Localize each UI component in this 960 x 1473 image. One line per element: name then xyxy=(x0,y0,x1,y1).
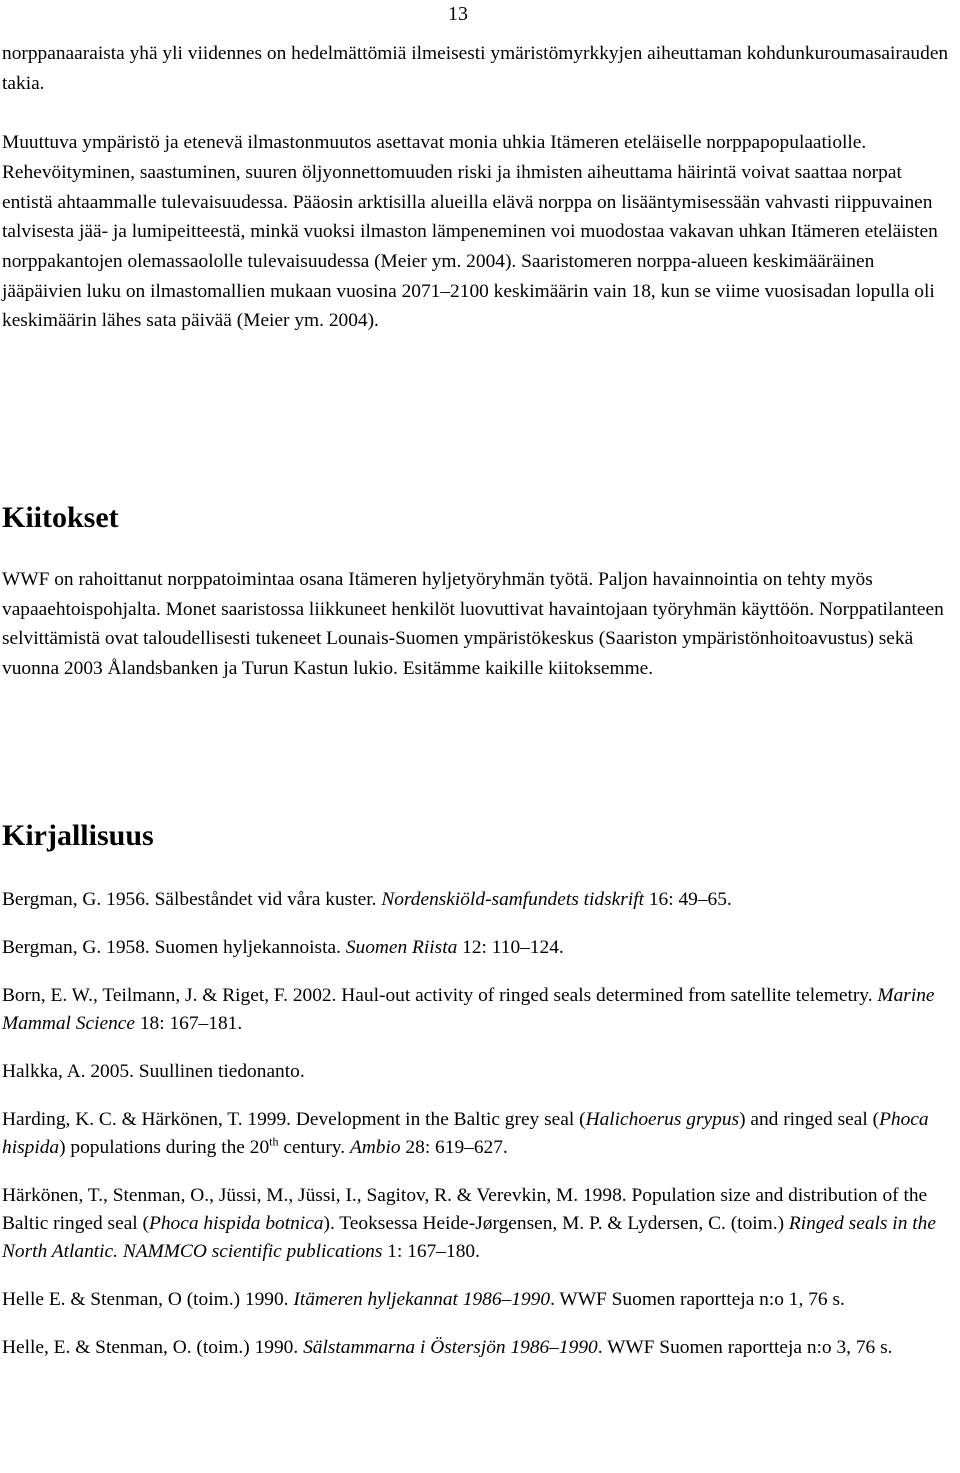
acknowledgements-heading: Kiitokset xyxy=(2,501,119,534)
reference-item: Bergman, G. 1958. Suomen hyljekannoista. Suomen Riista 12: 110–124. xyxy=(2,937,564,958)
acknowledgements-paragraph: WWF on rahoittanut norppatoimintaa osana Itämeren hyljetyöryhmän työtä. Paljon havainnointia on tehty myös vapaaehtoispohjalta. Monet saaristossa liikkuneet henkilöt luovuttivat havaintojaan työryhmän käyttöön. Norppatilanteen selvittämistä ovat taloudellisesti tukeneet Lounais-Suomen ympäristökeskus (Saariston ympäristönhoitoavustus) sekä vuonna 2003 Ålandsbanken ja Turun Kastun lukio. Esitämme kaikille kiitoksemme. xyxy=(2,569,944,680)
reference-item: Helle E. & Stenman, O (toim.) 1990. Itämeren hyljekannat 1986–1990. WWF Suomen raportteja n:o 1, 76 s. xyxy=(2,1289,845,1310)
acknowledgements-section xyxy=(2,565,956,684)
reference-item: Helle, E. & Stenman, O. (toim.) 1990. Sälstammarna i Östersjön 1986–1990. WWF Suomen raportteja n:o 3, 76 s. xyxy=(2,1337,893,1358)
reference-item: Born, E. W., Teilmann, J. & Riget, F. 2002. Haul-out activity of ringed seals determined from satellite telemetry. Marine Mammal Science 18: 167–181. xyxy=(2,985,935,1034)
reference-item: Härkönen, T., Stenman, O., Jüssi, M., Jüssi, I., Sagitov, R. & Verevkin, M. 1998. Population size and distribution of the Baltic ringed seal (Phoca hispida botnica). Teoksessa Heide-Jørgensen, M. P. & Lydersen, C. (toim.) Ringed seals in the North Atlantic. NAMMCO scientific publications 1: 167–180. xyxy=(2,1185,936,1262)
intro-paragraph-1: norppanaaraista yhä yli viidennes on hedelmättömiä ilmeisesti ymäristömyrkkyjen aiheuttaman kohdunkuroumasairauden takia. xyxy=(2,43,949,94)
intro-paragraph-2: Muuttuva ympäristö ja etenevä ilmastonmuutos asettavat monia uhkia Itämeren eteläiselle norppapopulaatiolle. Rehevöityminen, saastuminen, suuren öljyonnettomuuden riski ja ihmisten aiheuttama häirintä voivat saattaa norpat entistä ahtaammalle tulevaisuudessa. Pääosin arktisilla alueilla elävä norppa on lisääntymisessään vahvasti riippuvainen talvisesta jää- ja lumipeitteestä, minkä vuoksi ilmaston lämpeneminen voi muodostaa vakavan uhkan Itämeren eteläisten norppakantojen olemassaololle tulevaisuudessa (Meier ym. 2004). Saaristomeren norppa-alueen keskimääräinen jääpäivien luku on ilmastomallien mukaan vuosina 2071–2100 keskimäärin vain 18, kun se viime vuosisadan lopulla oli keskimäärin lähes sata päivää (Meier ym. 2004). xyxy=(2,132,938,332)
reference-item: Bergman, G. 1956. Sälbeståndet vid våra kuster. Nordenskiöld-samfundets tidskrift 16: 49–65. xyxy=(2,889,732,910)
intro-section xyxy=(2,39,956,336)
references-list xyxy=(2,886,956,1382)
reference-item: Halkka, A. 2005. Suullinen tiedonanto. xyxy=(2,1061,305,1082)
reference-item: Harding, K. C. & Härkönen, T. 1999. Development in the Baltic grey seal (Halichoerus grypus) and ringed seal (Phoca hispida) populations during the 20th century. Ambio 28: 619–627. xyxy=(2,1109,929,1158)
references-heading: Kirjallisuus xyxy=(2,819,154,852)
page-number: 13 xyxy=(448,3,468,25)
